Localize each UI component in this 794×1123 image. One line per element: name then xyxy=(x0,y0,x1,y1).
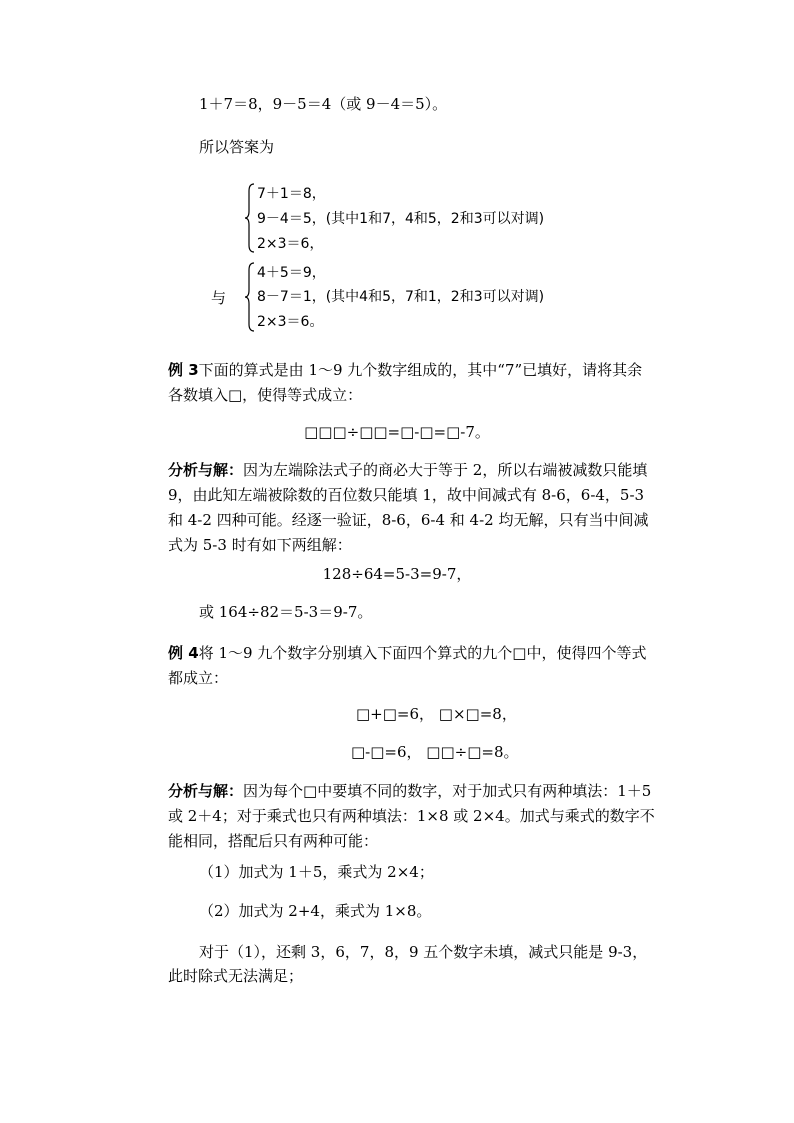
answer-intro: 所以答案为 xyxy=(199,138,275,156)
analysis2-line1 xyxy=(168,780,651,802)
analysis2-colon: ： xyxy=(228,782,244,800)
example4-equation2: □-□=6， □□÷□=8。 xyxy=(351,743,519,761)
left-brace-2 xyxy=(245,262,253,332)
solution2: 或 164÷82＝5-3＝9-7。 xyxy=(199,603,373,621)
analysis2-line5: 此时除式无法满足； xyxy=(168,967,304,985)
analysis1-colon: ： xyxy=(228,461,244,479)
example4-line2: 都成立： xyxy=(168,669,229,687)
example4-equation1: □+□=6， □×□=8， xyxy=(356,705,517,723)
analysis2-line2: 或 2＋4；对于乘式也只有两种填法：1×8 或 2×4。加式与乘式的数字不 xyxy=(168,807,655,825)
example3-line2: 各数填入□，使得等式成立： xyxy=(168,386,363,404)
and-word: 与 xyxy=(211,289,227,307)
analysis2-label: 分析与解 xyxy=(168,782,229,800)
left-brace-1 xyxy=(245,183,253,253)
equation-line-1: 1＋7＝8，9－5＝4（或 9－4＝5）。 xyxy=(199,95,448,113)
example3-equation: □□□÷□□=□-□=□-7。 xyxy=(304,423,490,441)
analysis1-text1: 因为左端除法式子的商必大于等于 2，所以右端被减数只能填 xyxy=(243,461,648,479)
analysis1-line1 xyxy=(168,459,647,481)
analysis2-line3: 能相同，搭配后只有两种可能： xyxy=(168,832,379,850)
example4-label: 例 4 xyxy=(168,644,199,662)
example4-line1 xyxy=(168,642,646,664)
analysis1-line3: 和 4-2 四种可能。经逐一验证，8-6，6-4 和 4-2 均无解，只有当中间减 xyxy=(168,511,649,529)
case1: （1）加式为 1＋5，乘式为 2×4； xyxy=(199,863,434,881)
analysis1-line4: 式为 5-3 时有如下两组解： xyxy=(168,536,352,554)
analysis1-line2: 9，由此知左端被除数的百位数只能填 1，故中间减式有 8-6，6-4，5-3 xyxy=(168,486,645,504)
system1-eq3: 2×3＝6， xyxy=(257,236,324,252)
system2-eq2: 8－7＝1，(其中4和5，7和1，2和3可以对调) xyxy=(257,289,545,305)
system1-eq1: 7＋1＝8， xyxy=(257,186,326,202)
analysis1-label: 分析与解 xyxy=(168,461,229,479)
solution1: 128÷64=5-3=9-7， xyxy=(322,565,472,583)
system2-eq1: 4＋5＝9， xyxy=(257,265,326,281)
example3-text1: 下面的算式是由 1～9 九个数字组成的，其中“7”已填好，请将其余 xyxy=(198,361,643,379)
example4-text1: 将 1～9 九个数字分别填入下面四个算式的九个□中，使得四个等式 xyxy=(198,644,647,662)
example3-line1 xyxy=(168,359,642,381)
analysis2-text1: 因为每个□中要填不同的数字，对于加式只有两种填法：1＋5 xyxy=(243,782,652,800)
example3-label: 例 3 xyxy=(168,361,199,379)
analysis2-line4: 对于（1），还剩 3，6，7，8，9 五个数字未填，减式只能是 9-3， xyxy=(199,943,648,961)
system1-eq2: 9－4＝5，(其中1和7，4和5，2和3可以对调) xyxy=(257,211,545,227)
system2-eq3: 2×3＝6。 xyxy=(257,314,324,330)
case2: （2）加式为 2+4，乘式为 1×8。 xyxy=(199,902,432,920)
